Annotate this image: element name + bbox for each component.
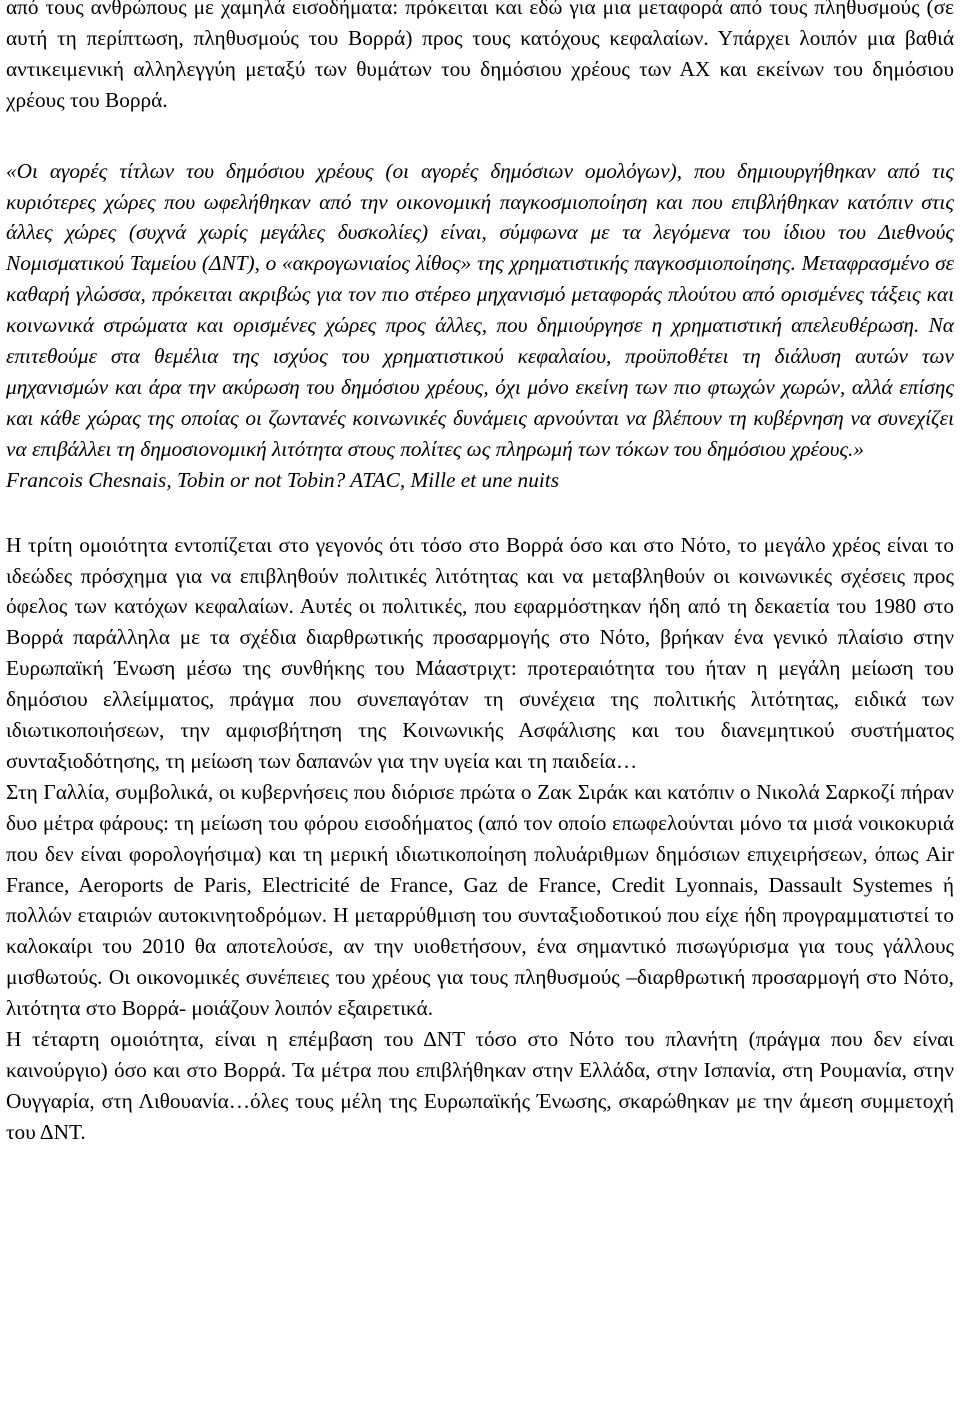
france-paragraph: Στη Γαλλία, συμβολικά, οι κυβερνήσεις που διόρισε πρώτα ο Ζακ Σιράκ και κατόπιν ο Νικολά Σαρκοζί πήραν δυο μέτρα φάρους: τη μείωση του φόρου εισοδήματος (από τον οποίο επωφελούνται μόνο τα μισά νοικοκυριά που δεν είναι φορολογήσιμα) και τη μερική ιδιωτικοποίηση πολυάριθμων δημόσιων επιχειρήσεων, όπως Air France, Aeroports de Paris, Electricité de France, Gaz de France, Credit Lyonnais, Dassault Systemes ή πολλών εταιριών αυτοκινητοδρόμων. Η μεταρρύθμιση του συνταξιοδοτικού που είχε ήδη προγραμματιστεί το καλοκαίρι του 2010 θα αποτελούσε, αν την υιοθετήσουν, ένα σημαντικό πισωγύρισμα για τους γάλλους μισθωτούς. Οι οικονομικές συνέπειες του χρέους για τους πληθυσμούς –διαρθρωτική προσαρμογή στο Νότο, λιτότητα στο Βορρά- μοιάζουν λοιπόν εξαιρετικά. bbox=[6, 779, 954, 1021]
third-similarity-paragraph: Η τρίτη ομοιότητα εντοπίζεται στο γεγονός ότι τόσο στο Βορρά όσο και στο Νότο, το μεγάλο χρέος είναι το ιδεώδες πρόσχημα για να επιβληθούν πολιτικές λιτότητας και να μεταβληθούν οι κοινωνικές σχέσεις προς όφελος των κατόχων κεφαλαίων. Αυτές οι πολιτικές, που εφαρμόστηκαν ήδη από τη δεκαετία του 1980 στο Βορρά παράλληλα με τα σχέδια διαρθρωτικής προσαρμογής στο Νότο, βρήκαν ένα γενικό πλαίσιο στην Ευρωπαϊκή Ένωση μέσω της συνθήκης του Μάαστριχτ: προτεραιότητα του ήταν η μεγάλη μείωση του δημόσιου ελλείμματος, πράγμα που συνεπαγόταν τη συνέχεια της πολιτικής λιτότητας, ειδικά των ιδιωτικοποιήσεων, την αμφισβήτηση της Κοινωνικής Ασφάλισης και του διανεμητικού συστήματος συνταξιοδότησης, τη μείωση των δαπανών για την υγεία και τη παιδεία… bbox=[6, 532, 954, 773]
intro-paragraph: από τους ανθρώπους με χαμηλά εισοδήματα: πρόκειται και εδώ για μια μεταφορά από τους πληθυσμούς (σε αυτή τη περίπτωση, πληθυσμούς του Βορρά) προς τους κατόχους κεφαλαίων. Υπάρχει λοιπόν μια βαθιά αντικειμενική αλληλεγγύη μεταξύ των θυμάτων του δημόσιου χρέους των ΑΧ και εκείνων του δημόσιου χρέους του Βορρά. bbox=[6, 0, 954, 112]
quote-paragraph: «Οι αγορές τίτλων του δημόσιου χρέους (οι αγορές δημόσιων ομολόγων), που δημιουργήθηκαν από τις κυριότερες χώρες που ωφελήθηκαν από την οικονομική παγκοσμιοποίηση και που επιβλήθηκαν κατόπιν στις άλλες χώρες (συχνά χωρίς μεγάλες δυσκολίες) είναι, σύμφωνα με τα λεγόμενα του ίδιου του Διεθνούς Νομισματικού Ταμείου (ΔΝΤ), ο «ακρογωνιαίος λίθος» της χρηματιστικής παγκοσμιοποίησης. Μεταφρασμένο σε καθαρή γλώσσα, πρόκειται ακριβώς για τον πιο στέρεο μηχανισμό μεταφοράς πλούτου από ορισμένες τάξεις και κοινωνικά στρώματα και ορισμένες χώρες προς άλλες, που δημιούργησε η χρηματιστική απελευθέρωση. Να επιτεθούμε στα θεμέλια της ισχύος του χρηματιστικού κεφαλαίου, προϋποθέτει τη διάλυση αυτών των μηχανισμών και άρα την ακύρωση του δημόσιου χρέους, όχι μόνο εκείνη των πιο φτωχών χωρών, αλλά επίσης και κάθε χώρας της οποίας οι ζωντανές κοινωνικές δυνάμεις αρνούνται να βλέπουν τη κυβέρνηση να συνεχίζει να επιβάλλει τη δημοσιονομική λιτότητα στους πολίτες ως πληρωμή των τόκων του δημόσιου χρέους.» bbox=[6, 158, 954, 461]
fourth-similarity-paragraph: Η τέταρτη ομοιότητα, είναι η επέμβαση του ΔΝΤ τόσο στο Νότο του πλανήτη (πράγμα που δεν είναι καινούργιο) όσο και στο Βορρά. Τα μέτρα που επιβλήθηκαν στην Ελλάδα, στην Ισπανία, στη Ρουμανία, στην Ουγγαρία, στη Λιθουανία…όλες τους μέλη της Ευρωπαϊκής Ένωσης, σκαρώθηκαν με την άμεση συμμετοχή του ΔΝΤ. bbox=[6, 1027, 954, 1144]
quote-source: Francois Chesnais, Tobin or not Tobin? ATAC, Mille et une nuits bbox=[6, 467, 559, 492]
